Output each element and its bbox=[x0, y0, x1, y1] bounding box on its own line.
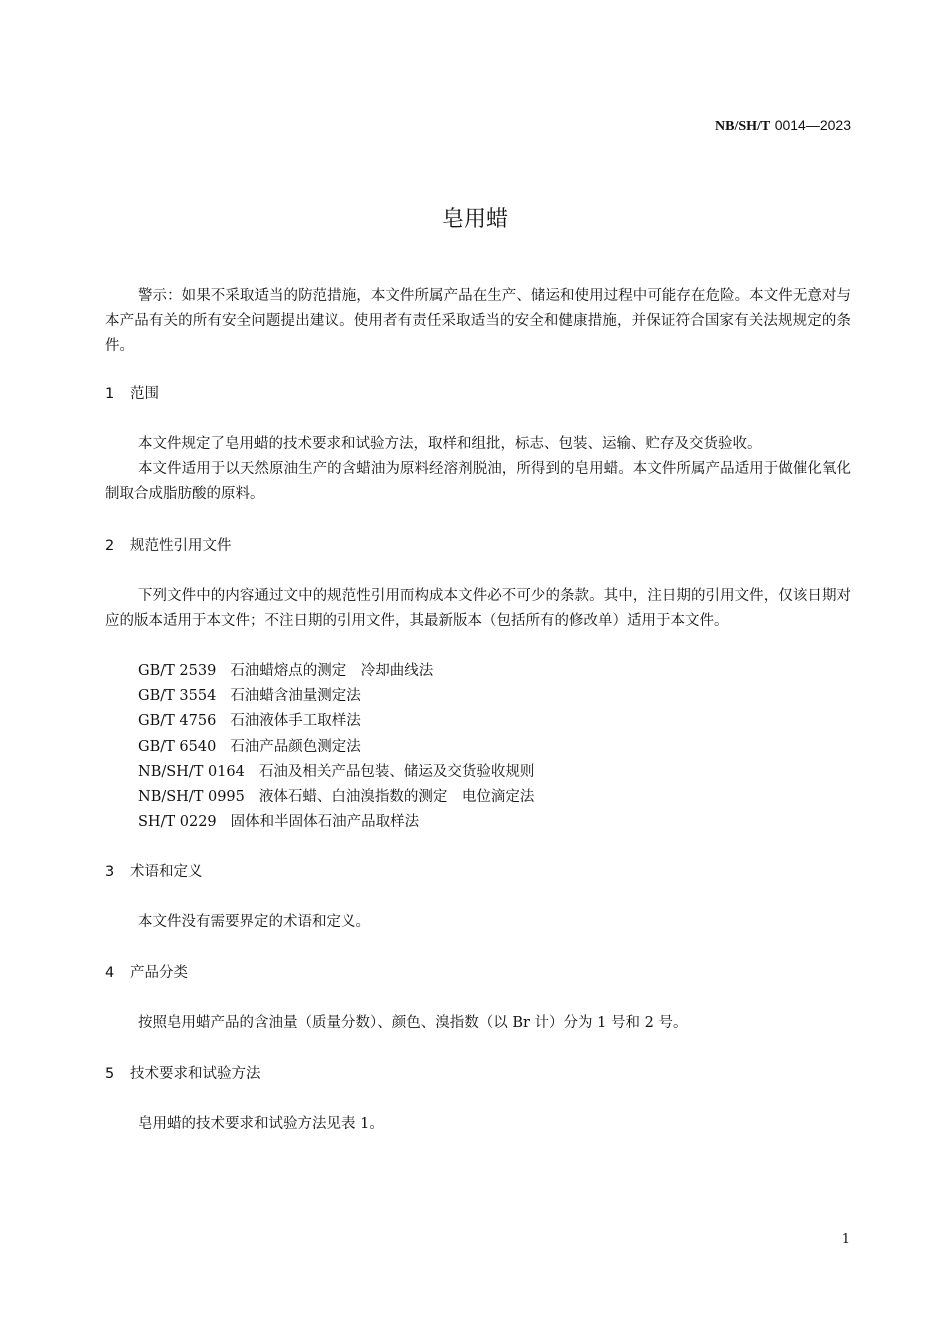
section-body-terms-definitions bbox=[105, 910, 851, 935]
paragraph: 按照皂用蜡产品的含油量（质量分数）、颜色、溴指数（以 Br 计）分为 1 号和 2 号。 bbox=[138, 1015, 688, 1031]
section-heading-requirements bbox=[105, 1063, 261, 1085]
reference-item bbox=[138, 810, 534, 835]
section-number: 5 bbox=[105, 1066, 115, 1082]
standard-prefix: NB/SH/T bbox=[715, 119, 771, 134]
reference-code: GB/T 6540 bbox=[138, 738, 217, 755]
reference-code: SH/T 0229 bbox=[138, 814, 217, 831]
paragraph: 本文件没有需要界定的术语和定义。 bbox=[138, 914, 370, 930]
standard-code: 0014—2023 bbox=[774, 117, 851, 133]
paragraph: 下列文件中的内容通过文中的规范性引用而构成本文件必不可少的条款。其中，注日期的引用文件，仅该日期对应的版本适用于本文件；不注日期的引用文件，其最新版本（包括所有的修改单）适用于本文件。 bbox=[105, 588, 851, 629]
section-heading-normative-references bbox=[105, 535, 232, 557]
reference-name: 石油蜡含油量测定法 bbox=[230, 688, 361, 705]
section-title: 规范性引用文件 bbox=[130, 538, 232, 554]
reference-name: 石油及相关产品包装、储运及交货验收规则 bbox=[258, 763, 535, 780]
reference-code: GB/T 4756 bbox=[138, 713, 217, 730]
section-number: 2 bbox=[105, 538, 115, 554]
document-title: 皂用蜡 bbox=[441, 207, 508, 232]
reference-name: 石油液体手工取样法 bbox=[230, 713, 361, 730]
section-title: 范围 bbox=[130, 386, 159, 402]
paragraph: 本文件规定了皂用蜡的技术要求和试验方法，取样和组批，标志、包装、运输、贮存及交货验收。 bbox=[138, 436, 762, 452]
reference-item bbox=[138, 760, 534, 785]
section-body-classification bbox=[105, 1011, 851, 1036]
reference-item bbox=[138, 785, 534, 810]
reference-code: NB/SH/T 0995 bbox=[138, 789, 245, 806]
reference-name: 石油产品颜色测定法 bbox=[230, 738, 361, 755]
paragraph: 本文件适用于以天然原油生产的含蜡油为原料经溶剂脱油，所得到的皂用蜡。本文件所属产品适用于做催化氧化制取合成脂肪酸的原料。 bbox=[105, 461, 851, 502]
reference-name: 石油蜡熔点的测定 冷却曲线法 bbox=[230, 663, 434, 679]
section-heading-classification bbox=[105, 962, 188, 984]
reference-item bbox=[138, 659, 534, 684]
section-number: 4 bbox=[105, 965, 115, 981]
reference-code: GB/T 3554 bbox=[138, 688, 217, 705]
section-body-scope bbox=[105, 432, 851, 507]
section-title: 术语和定义 bbox=[130, 864, 203, 880]
reference-code: GB/T 2539 bbox=[138, 663, 217, 679]
reference-item bbox=[138, 709, 534, 734]
standard-number bbox=[715, 115, 851, 137]
warning-notice: 警示：如果不采取适当的防范措施，本文件所属产品在生产、储运和使用过程中可能存在危险。本文件无意对与本产品有关的所有安全问题提出建议。使用者有责任采取适当的安全和健康措施，并保证符合国家有关法规规定的条件。 bbox=[105, 288, 851, 354]
section-heading-scope bbox=[105, 383, 159, 405]
section-body-requirements bbox=[105, 1112, 851, 1137]
section-heading-terms-definitions bbox=[105, 861, 203, 883]
page-number: 1 bbox=[841, 1232, 850, 1247]
reference-code: NB/SH/T 0164 bbox=[138, 763, 245, 780]
section-body-normative-references bbox=[105, 584, 851, 634]
section-number: 3 bbox=[105, 864, 115, 880]
reference-item bbox=[138, 684, 534, 709]
reference-name: 液体石蜡、白油溴指数的测定 电位滴定法 bbox=[258, 789, 535, 806]
reference-item bbox=[138, 735, 534, 760]
section-number: 1 bbox=[105, 386, 115, 402]
section-title: 产品分类 bbox=[130, 965, 188, 981]
paragraph: 皂用蜡的技术要求和试验方法见表 1。 bbox=[138, 1116, 384, 1132]
section-title: 技术要求和试验方法 bbox=[130, 1066, 261, 1082]
reference-name: 固体和半固体石油产品取样法 bbox=[230, 814, 420, 831]
reference-list bbox=[138, 659, 534, 835]
